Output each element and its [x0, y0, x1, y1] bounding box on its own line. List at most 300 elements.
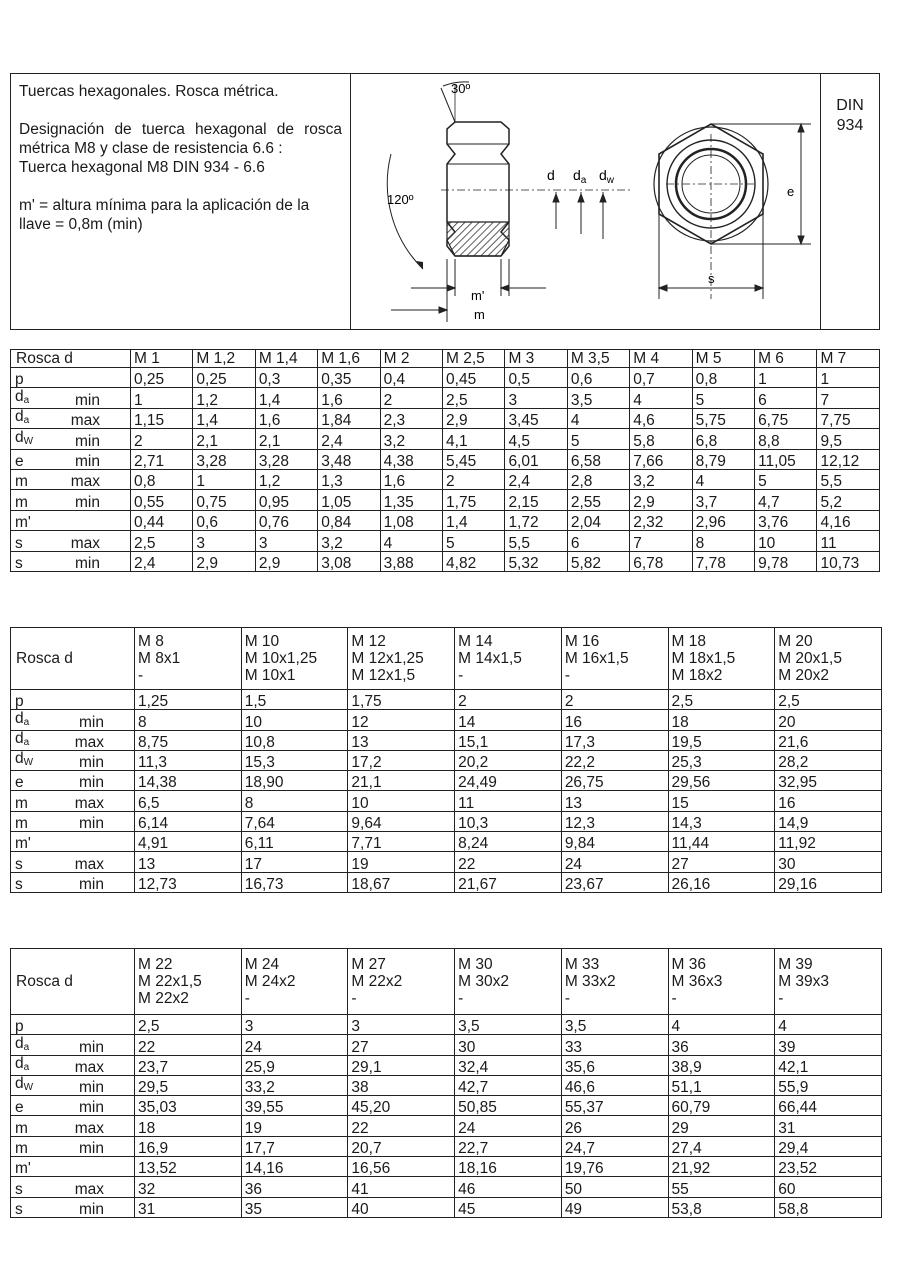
row-qualifier: min: [75, 391, 100, 409]
value-cell: 1,84: [318, 408, 380, 428]
value-cell: 0,4: [380, 368, 442, 388]
value-cell: 2,9: [255, 551, 317, 571]
value-cell: 22: [455, 852, 562, 872]
value-cell: 18: [135, 1116, 242, 1136]
thread-designation: -: [138, 667, 144, 684]
value-cell: 1,2: [255, 469, 317, 489]
value-cell: 2,5: [668, 690, 775, 710]
value-cell: 38: [348, 1075, 455, 1095]
thread-designation: M 22x1,5: [138, 973, 202, 990]
value-cell: 26: [561, 1116, 668, 1136]
thread-designation: M 22: [138, 956, 173, 973]
row-symbol: m: [15, 1140, 28, 1157]
value-cell: 1,72: [505, 510, 567, 530]
row-label: [11, 1075, 135, 1095]
value-cell: 20,7: [348, 1136, 455, 1156]
value-cell: 10: [348, 791, 455, 811]
value-cell: 3,88: [380, 551, 442, 571]
value-cell: 21,67: [455, 872, 562, 892]
column-header: [755, 350, 817, 368]
value-cell: 2,5: [443, 388, 505, 408]
value-cell: 6,01: [505, 449, 567, 469]
table-row: [11, 872, 882, 892]
value-cell: 1,2: [193, 388, 255, 408]
thread-designation: -: [778, 990, 784, 1007]
table-m8-m20: [10, 627, 882, 893]
table-row: [11, 469, 880, 489]
label-da: $d_a$: [573, 167, 587, 186]
value-cell: 1,08: [380, 510, 442, 530]
column-header: [193, 350, 255, 368]
thread-designation: M 12x1,25: [351, 650, 424, 667]
value-cell: 0,84: [318, 510, 380, 530]
value-cell: 6: [755, 388, 817, 408]
value-cell: 7,75: [817, 408, 880, 428]
header-rosca-label: Rosca d: [11, 350, 131, 368]
row-label: [11, 551, 131, 571]
row-label: [11, 408, 131, 428]
column-header: [255, 350, 317, 368]
value-cell: 4: [380, 531, 442, 551]
label-dw: $d_w$: [599, 167, 615, 186]
value-cell: 55,9: [775, 1075, 882, 1095]
value-cell: 9,64: [348, 811, 455, 831]
value-cell: 7: [817, 388, 880, 408]
table-row: [11, 1136, 882, 1156]
value-cell: 6: [567, 531, 629, 551]
value-cell: 7: [630, 531, 692, 551]
row-qualifier: max: [74, 1119, 104, 1137]
value-cell: 3,2: [318, 531, 380, 551]
value-cell: 2,9: [443, 408, 505, 428]
thread-designation: M 6: [758, 350, 784, 367]
row-qualifier: max: [74, 1180, 104, 1198]
value-cell: 55,37: [561, 1096, 668, 1116]
value-cell: 2,4: [318, 429, 380, 449]
value-cell: 4,6: [630, 408, 692, 428]
column-header: [505, 350, 567, 368]
row-label: [11, 1177, 135, 1197]
column-header: [241, 949, 348, 1015]
row-label: [11, 469, 131, 489]
din-number: 934: [836, 117, 864, 134]
value-cell: 17,3: [561, 730, 668, 750]
row-symbol: e: [15, 1099, 24, 1116]
row-symbol: s: [15, 534, 23, 552]
value-cell: 39,55: [241, 1096, 348, 1116]
table-row: [11, 1157, 882, 1177]
row-symbol: m: [15, 473, 28, 490]
table-row: [11, 429, 880, 449]
value-cell: 5: [443, 531, 505, 551]
value-cell: 5,45: [443, 449, 505, 469]
thread-designation: M 1,4: [258, 350, 298, 367]
wrench-note: m' = altura mínima para la aplicación de la llave = 0,8m (min): [19, 197, 310, 233]
value-cell: 29,1: [348, 1055, 455, 1075]
value-cell: 5,82: [567, 551, 629, 571]
value-cell: 25,3: [668, 750, 775, 770]
row-label: [11, 1055, 135, 1075]
table-row: [11, 449, 880, 469]
row-qualifier: min: [79, 1099, 104, 1116]
row-qualifier: min: [79, 1038, 104, 1056]
value-cell: 11,05: [755, 449, 817, 469]
value-cell: 33,2: [241, 1075, 348, 1095]
value-cell: 23,52: [775, 1157, 882, 1177]
column-header: [561, 949, 668, 1015]
row-label: [11, 872, 135, 892]
value-cell: 0,3: [255, 368, 317, 388]
value-cell: 3: [241, 1015, 348, 1035]
value-cell: 31: [775, 1116, 882, 1136]
value-cell: 6,14: [135, 811, 242, 831]
thread-designation: M 8x1: [138, 650, 181, 667]
value-cell: 18,90: [241, 771, 348, 791]
row-qualifier: min: [79, 754, 104, 771]
table-row: [11, 750, 882, 770]
value-cell: 13: [561, 791, 668, 811]
column-header: [318, 350, 380, 368]
row-symbol: $d_a$: [15, 1034, 30, 1053]
value-cell: 6,5: [135, 791, 242, 811]
value-cell: 0,8: [131, 469, 193, 489]
value-cell: 2: [131, 429, 193, 449]
value-cell: 55: [668, 1177, 775, 1197]
value-cell: 8,75: [135, 730, 242, 750]
value-cell: 4,5: [505, 429, 567, 449]
row-label: [11, 730, 135, 750]
value-cell: 7,64: [241, 811, 348, 831]
label-m-prime: m': [471, 288, 485, 303]
row-qualifier: max: [74, 1058, 104, 1076]
value-cell: 4,38: [380, 449, 442, 469]
row-label: [11, 449, 131, 469]
value-cell: 17,2: [348, 750, 455, 770]
thread-designation: -: [351, 990, 357, 1007]
row-qualifier: min: [75, 493, 100, 511]
value-cell: 3,7: [692, 490, 754, 510]
value-cell: 12,3: [561, 811, 668, 831]
thread-designation: M 20x2: [778, 667, 830, 684]
thread-designation: M 30: [458, 956, 493, 973]
row-symbol: $d_W$: [15, 1075, 34, 1094]
value-cell: 10,73: [817, 551, 880, 571]
value-cell: 3,45: [505, 408, 567, 428]
table-row: [11, 832, 882, 852]
value-cell: 5,5: [505, 531, 567, 551]
value-cell: 24: [455, 1116, 562, 1136]
value-cell: 26,16: [668, 872, 775, 892]
value-cell: 3,5: [455, 1015, 562, 1035]
value-cell: 0,25: [193, 368, 255, 388]
value-cell: 1,05: [318, 490, 380, 510]
thread-designation: M 1: [134, 350, 160, 367]
value-cell: 45: [455, 1197, 562, 1217]
value-cell: 1,75: [443, 490, 505, 510]
table-row: [11, 1197, 882, 1217]
value-cell: 46,6: [561, 1075, 668, 1095]
value-cell: 3,2: [380, 429, 442, 449]
table-row: [11, 388, 880, 408]
table-row: [11, 1177, 882, 1197]
row-symbol: $d_W$: [15, 428, 34, 447]
designation-intro: Designación de tuerca hexagonal de rosca métrica M8 y clase de resistencia 6.6 :: [19, 121, 342, 157]
value-cell: 10: [755, 531, 817, 551]
value-cell: 14: [455, 710, 562, 730]
value-cell: 9,84: [561, 832, 668, 852]
label-d: d: [547, 167, 555, 183]
nut-drawing-svg: [351, 74, 819, 329]
value-cell: 5: [692, 388, 754, 408]
value-cell: 16,73: [241, 872, 348, 892]
table-row: [11, 791, 882, 811]
table-row: [11, 771, 882, 791]
thread-designation: M 10x1: [244, 667, 296, 684]
value-cell: 19,76: [561, 1157, 668, 1177]
value-cell: 14,16: [241, 1157, 348, 1177]
row-symbol: $d_a$: [15, 709, 30, 728]
value-cell: 60,79: [668, 1096, 775, 1116]
value-cell: 11,44: [668, 832, 775, 852]
value-cell: 2,04: [567, 510, 629, 530]
value-cell: 6,8: [692, 429, 754, 449]
value-cell: 42,7: [455, 1075, 562, 1095]
thread-designation: M 4: [633, 350, 660, 367]
designation-example: Tuerca hexagonal M8 DIN 934 - 6.6: [19, 159, 265, 176]
header-rosca-label: Rosca d: [11, 949, 135, 1015]
value-cell: 4,7: [755, 490, 817, 510]
value-cell: 6,11: [241, 832, 348, 852]
row-symbol: m': [15, 835, 31, 852]
value-cell: 1,4: [443, 510, 505, 530]
table-row: [11, 510, 880, 530]
column-header: [668, 628, 775, 690]
value-cell: 50: [561, 1177, 668, 1197]
value-cell: 33: [561, 1035, 668, 1055]
value-cell: 2,32: [630, 510, 692, 530]
column-header: [135, 628, 242, 690]
value-cell: 5: [567, 429, 629, 449]
value-cell: 2,15: [505, 490, 567, 510]
value-cell: 32: [135, 1177, 242, 1197]
value-cell: 16: [561, 710, 668, 730]
value-cell: 22,7: [455, 1136, 562, 1156]
row-label: [11, 429, 131, 449]
row-symbol: $d_a$: [15, 730, 30, 748]
thread-designation: -: [458, 990, 464, 1007]
value-cell: 19,5: [668, 730, 775, 750]
value-cell: 58,8: [775, 1197, 882, 1217]
value-cell: 19: [348, 852, 455, 872]
value-cell: 1,5: [241, 690, 348, 710]
table-row: [11, 690, 882, 710]
thread-designation: M 7: [820, 350, 847, 367]
value-cell: 2,96: [692, 510, 754, 530]
thread-designation: M 12: [351, 633, 386, 650]
row-qualifier: min: [79, 815, 104, 832]
value-cell: 13,52: [135, 1157, 242, 1177]
value-cell: 27,4: [668, 1136, 775, 1156]
value-cell: 10,3: [455, 811, 562, 831]
value-cell: 2: [380, 388, 442, 408]
column-header: [380, 350, 442, 368]
value-cell: 5,8: [630, 429, 692, 449]
value-cell: 0,44: [131, 510, 193, 530]
row-label: [11, 1157, 135, 1177]
value-cell: 6,58: [567, 449, 629, 469]
value-cell: 17,7: [241, 1136, 348, 1156]
thread-designation: M 18: [671, 633, 706, 650]
value-cell: 40: [348, 1197, 455, 1217]
value-cell: 4,82: [443, 551, 505, 571]
value-cell: 0,5: [505, 368, 567, 388]
row-qualifier: min: [79, 1079, 104, 1096]
angle-120-arc: [387, 154, 423, 269]
thread-designation: -: [564, 667, 570, 684]
thread-designation: M 39x3: [778, 973, 830, 990]
table-row: [11, 1015, 882, 1035]
value-cell: 18: [668, 710, 775, 730]
din-label: DIN: [836, 97, 864, 114]
value-cell: 29,16: [775, 872, 882, 892]
value-cell: 0,8: [692, 368, 754, 388]
value-cell: 29: [668, 1116, 775, 1136]
row-label: [11, 490, 131, 510]
value-cell: 8: [135, 710, 242, 730]
value-cell: 1,3: [318, 469, 380, 489]
column-header: [692, 350, 754, 368]
row-symbol: m: [15, 815, 28, 832]
value-cell: 3: [505, 388, 567, 408]
thread-designation: -: [671, 990, 677, 1007]
value-cell: 21,92: [668, 1157, 775, 1177]
value-cell: 0,35: [318, 368, 380, 388]
column-header: [817, 350, 880, 368]
row-qualifier: min: [79, 1140, 104, 1157]
thread-designation: M 14: [458, 633, 493, 650]
value-cell: 17: [241, 852, 348, 872]
row-symbol: m: [15, 493, 28, 511]
thread-designation: M 24x2: [244, 973, 296, 990]
row-symbol: m: [15, 1119, 28, 1137]
value-cell: 14,38: [135, 771, 242, 791]
value-cell: 24,49: [455, 771, 562, 791]
value-cell: 5,75: [692, 408, 754, 428]
row-symbol: m': [15, 1160, 31, 1177]
value-cell: 6,78: [630, 551, 692, 571]
thread-designation: M 36: [671, 956, 706, 973]
row-label: [11, 368, 131, 388]
column-header: [630, 350, 692, 368]
table-row: [11, 368, 880, 388]
thread-designation: M 22x2: [138, 990, 189, 1007]
value-cell: 15,3: [241, 750, 348, 770]
angle-30-label: 30º: [451, 81, 471, 96]
value-cell: 42,1: [775, 1055, 882, 1075]
table-row: [11, 531, 880, 551]
row-symbol: e: [15, 452, 24, 470]
value-cell: 2,1: [193, 429, 255, 449]
value-cell: 12,73: [135, 872, 242, 892]
thread-designation: M 3,5: [570, 350, 610, 367]
thread-designation: M 3: [508, 350, 535, 367]
value-cell: 1,25: [135, 690, 242, 710]
value-cell: 11,3: [135, 750, 242, 770]
height-dims: [391, 259, 546, 322]
value-cell: 8: [692, 531, 754, 551]
row-label: [11, 771, 135, 791]
row-symbol: m: [15, 794, 28, 812]
value-cell: 15: [668, 791, 775, 811]
label-s: s: [708, 271, 715, 286]
row-label: [11, 832, 135, 852]
value-cell: 60: [775, 1177, 882, 1197]
value-cell: 22,2: [561, 750, 668, 770]
value-cell: 4: [775, 1015, 882, 1035]
value-cell: 0,95: [255, 490, 317, 510]
value-cell: 2,3: [380, 408, 442, 428]
value-cell: 1,75: [348, 690, 455, 710]
thread-designation: M 10: [244, 633, 280, 650]
value-cell: 1: [817, 368, 880, 388]
row-label: [11, 710, 135, 730]
row-symbol: $d_a$: [15, 408, 30, 427]
header-text: [11, 74, 351, 329]
value-cell: 66,44: [775, 1096, 882, 1116]
value-cell: 29,5: [135, 1075, 242, 1095]
value-cell: 45,20: [348, 1096, 455, 1116]
row-qualifier: max: [70, 412, 100, 429]
row-qualifier: min: [75, 452, 100, 470]
value-cell: 26,75: [561, 771, 668, 791]
value-cell: 11,92: [775, 832, 882, 852]
value-cell: 41: [348, 1177, 455, 1197]
value-cell: 9,78: [755, 551, 817, 571]
value-cell: 14,9: [775, 811, 882, 831]
table-row: [11, 1116, 882, 1136]
thread-designation: M 5: [695, 350, 722, 367]
row-symbol: $d_a$: [15, 1055, 30, 1073]
row-symbol: s: [15, 554, 23, 572]
value-cell: 14,3: [668, 811, 775, 831]
header-rosca-label: Rosca d: [11, 628, 135, 690]
value-cell: 16: [775, 791, 882, 811]
column-header: [567, 350, 629, 368]
row-label: [11, 791, 135, 811]
row-qualifier: max: [70, 473, 100, 490]
value-cell: 4,1: [443, 429, 505, 449]
value-cell: 49: [561, 1197, 668, 1217]
nut-drawing: [351, 74, 821, 329]
table-row: [11, 1035, 882, 1055]
value-cell: 3,28: [193, 449, 255, 469]
value-cell: 0,6: [193, 510, 255, 530]
value-cell: 2,5: [775, 690, 882, 710]
value-cell: 2,1: [255, 429, 317, 449]
column-header: [348, 949, 455, 1015]
value-cell: 8,24: [455, 832, 562, 852]
sheet-title: Tuercas hexagonales. Rosca métrica.: [19, 83, 279, 100]
value-cell: 4,16: [817, 510, 880, 530]
value-cell: 16,56: [348, 1157, 455, 1177]
value-cell: 21,6: [775, 730, 882, 750]
value-cell: 20,2: [455, 750, 562, 770]
row-symbol: $d_W$: [15, 750, 34, 769]
row-qualifier: max: [74, 855, 104, 873]
value-cell: 3,5: [567, 388, 629, 408]
value-cell: 51,1: [668, 1075, 775, 1095]
thread-designation: M 27: [351, 956, 386, 973]
